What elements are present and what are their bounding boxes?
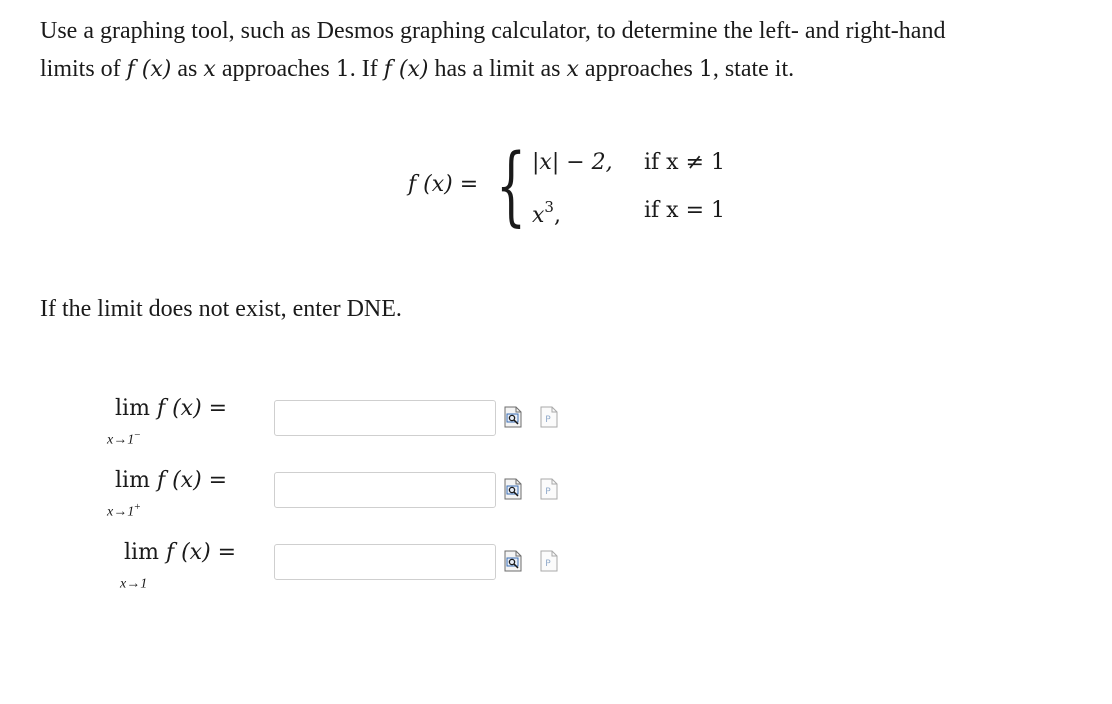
- math-fx: f (x): [126, 57, 172, 82]
- limit-fx: f (x) =: [156, 396, 228, 421]
- case-2-comma: ,: [553, 203, 561, 228]
- math-one: 1: [698, 57, 713, 82]
- problem-text: approaches: [578, 56, 699, 82]
- limit-subscript: [107, 429, 140, 449]
- svg-text:P: P: [545, 559, 551, 569]
- lim-word: lim: [115, 396, 150, 421]
- limit-subscript: [107, 501, 140, 521]
- svg-text:P: P: [545, 487, 551, 497]
- preview-icon[interactable]: [504, 478, 522, 500]
- problem-statement: [40, 12, 1108, 89]
- limit-approach: x→1: [120, 576, 148, 592]
- case-1-expression: [532, 150, 613, 175]
- limit-expression: [124, 540, 236, 565]
- limit-expression: [115, 396, 227, 421]
- limit-subscript: [120, 573, 147, 593]
- case-2-condition: [644, 198, 725, 223]
- problem-line-1: Use a graphing tool, such as Desmos graphing calculator, to determine the left- and right-hand: [40, 18, 946, 44]
- problem-text: limits of: [40, 56, 127, 82]
- case-2-expression: [532, 198, 561, 228]
- math-fx: f (x): [383, 57, 429, 82]
- answer-row-two-sided-limit: [0, 540, 600, 600]
- problem-text: has a limit as: [428, 56, 567, 82]
- limit-approach: x→1: [107, 432, 135, 448]
- help-icon[interactable]: [540, 406, 558, 428]
- problem-text: . If: [349, 56, 384, 82]
- piecewise-function: [408, 136, 748, 236]
- case-1-expression-text: |x| − 2,: [532, 150, 613, 175]
- limit-approach: x→1: [107, 504, 135, 520]
- case-1-condition-text: if x ≠ 1: [644, 150, 725, 175]
- dne-instruction: If the limit does not exist, enter DNE.: [40, 296, 402, 322]
- lim-word: lim: [124, 540, 159, 565]
- lim-word: lim: [115, 468, 150, 493]
- limit-fx: f (x) =: [156, 468, 228, 493]
- answer-row-left-limit: [0, 396, 600, 456]
- math-x: x: [203, 57, 216, 82]
- case-2-base: x: [532, 203, 545, 228]
- piecewise-brace: {: [496, 136, 527, 236]
- problem-text: as: [171, 56, 204, 82]
- case-2-condition-text: if x = 1: [644, 198, 725, 223]
- case-1-condition: [644, 150, 725, 175]
- help-icon[interactable]: [540, 478, 558, 500]
- problem-text: , state it.: [712, 56, 795, 82]
- two-sided-limit-input[interactable]: [274, 544, 496, 580]
- preview-icon[interactable]: [504, 406, 522, 428]
- limit-side: +: [134, 501, 141, 513]
- case-2-exponent: 3: [544, 198, 554, 216]
- right-limit-input[interactable]: [274, 472, 496, 508]
- answer-row-right-limit: [0, 468, 600, 528]
- math-x: x: [566, 57, 579, 82]
- problem-line-2: [40, 50, 1108, 89]
- svg-text:P: P: [545, 415, 551, 425]
- piecewise-lhs: f (x) =: [408, 172, 479, 197]
- math-one: 1: [335, 57, 350, 82]
- left-limit-input[interactable]: [274, 400, 496, 436]
- help-icon[interactable]: [540, 550, 558, 572]
- problem-text: approaches: [215, 56, 336, 82]
- preview-icon[interactable]: [504, 550, 522, 572]
- limit-expression: [115, 468, 227, 493]
- limit-fx: f (x) =: [165, 540, 237, 565]
- limit-side: −: [134, 429, 141, 441]
